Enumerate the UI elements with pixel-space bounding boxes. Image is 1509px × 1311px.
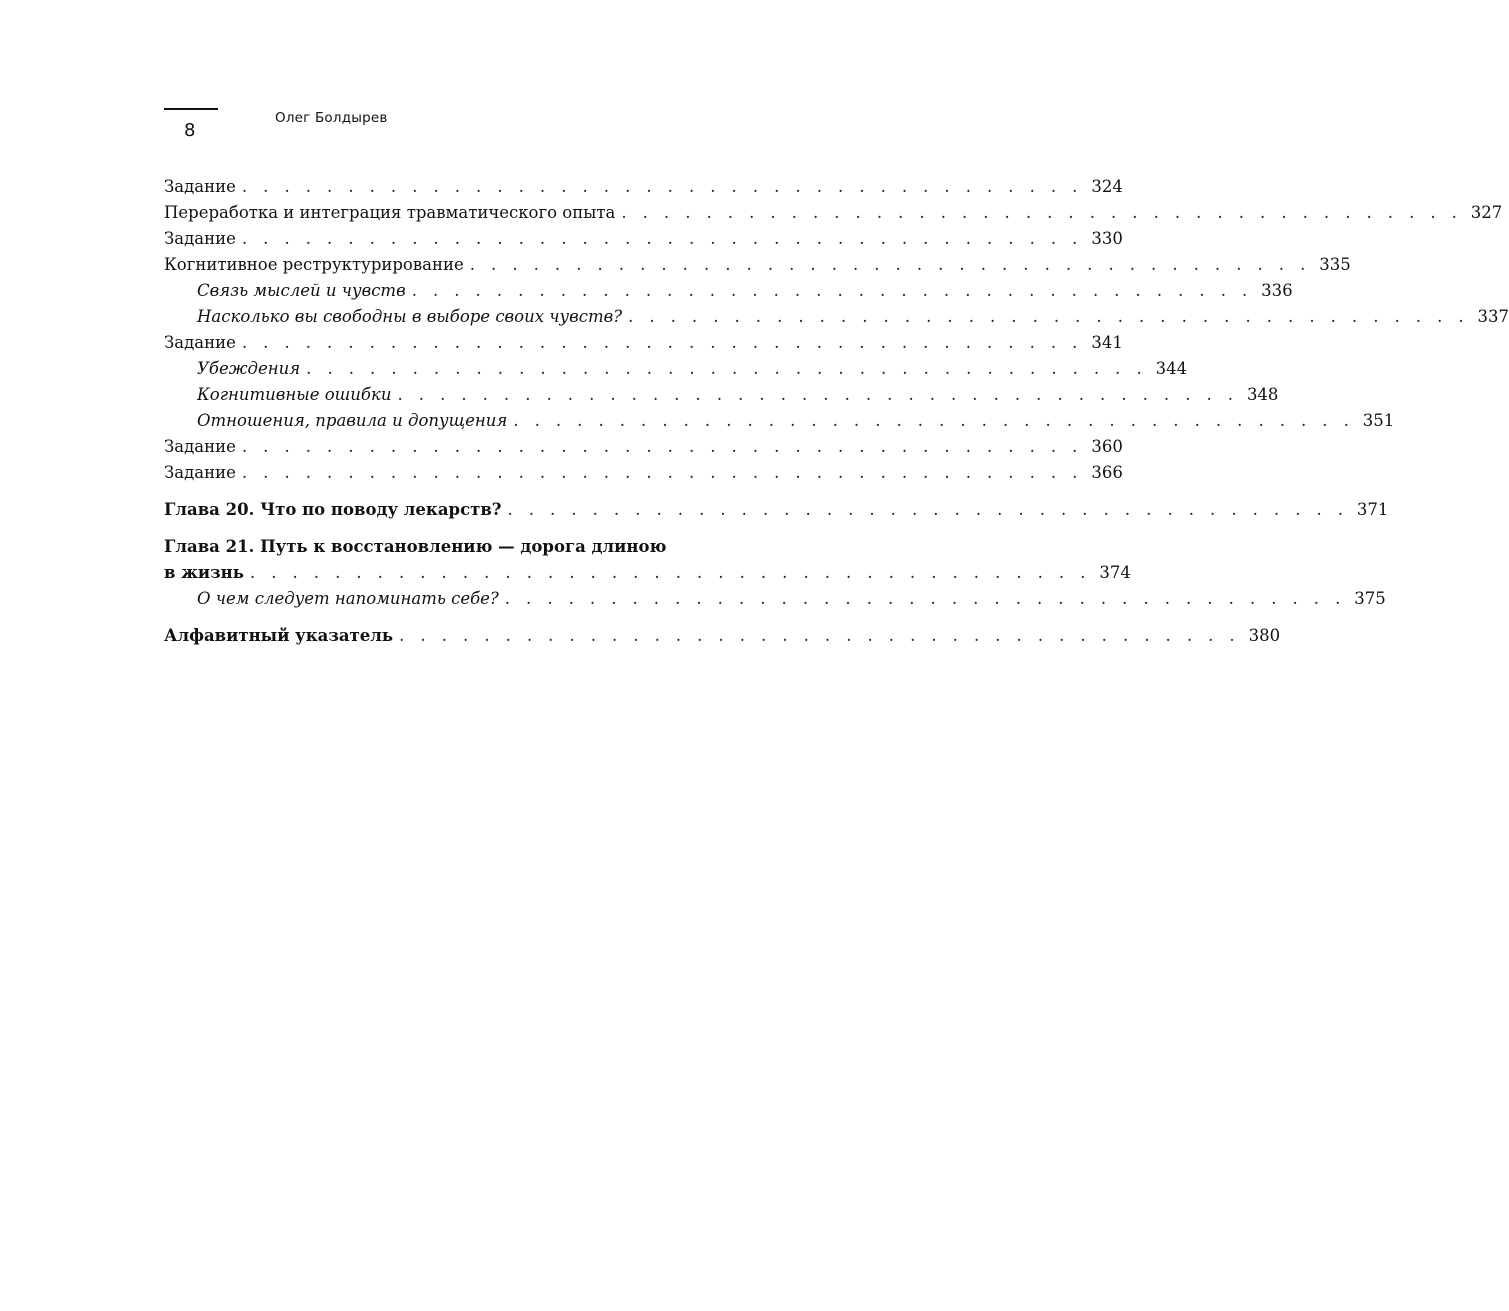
toc-entry-title: Отношения, правила и допущения: [197, 411, 508, 430]
index-page: 380: [1248, 626, 1281, 645]
toc-entry-title: Задание: [164, 229, 236, 248]
dot-leader: . . . . . . . . . . . . . . . . . . . . . . . . . . . . . . . . . . . . . . . .: [241, 177, 1083, 196]
toc-entry: [164, 226, 1123, 252]
toc-subentry: [164, 356, 1188, 382]
dot-leader: . . . . . . . . . . . . . . . . . . . . . . . . . . . . . . . . . . . . . . . .: [628, 307, 1470, 326]
dot-leader: . . . . . . . . . . . . . . . . . . . . . . . . . . . . . . . . . . . . . . . .: [504, 589, 1346, 608]
dot-leader: . . . . . . . . . . . . . . . . . . . . . . . . . . . . . . . . . . . . . . . .: [411, 281, 1253, 300]
toc-entry-title: Связь мыслей и чувств: [197, 281, 406, 300]
toc-index: [164, 623, 1281, 649]
table-of-contents: [164, 174, 1509, 649]
chapter-page: 374: [1099, 563, 1131, 582]
chapter-page: 371: [1356, 500, 1389, 519]
dot-leader: . . . . . . . . . . . . . . . . . . . . . . . . . . . . . . . . . . . . . . . .: [241, 437, 1083, 456]
dot-leader: . . . . . . . . . . . . . . . . . . . . . . . . . . . . . . . . . . . . . . . .: [241, 463, 1083, 482]
toc-entry-page: 375: [1354, 589, 1386, 608]
toc-entry: [164, 330, 1123, 356]
toc-entry-page: 327: [1470, 203, 1503, 222]
page-header: [164, 108, 764, 148]
toc-entry-page: 366: [1091, 463, 1123, 482]
toc-subentry: [164, 304, 1509, 330]
dot-leader: . . . . . . . . . . . . . . . . . . . . . . . . . . . . . . . . . . . . . . . .: [621, 203, 1463, 222]
chapter-title-line2: в жизнь: [164, 563, 244, 582]
toc-entry-title: Задание: [164, 437, 236, 456]
toc-entry-page: 324: [1091, 177, 1123, 196]
header-rule: [164, 108, 218, 110]
toc-entry-title: Переработка и интеграция травматического опыта: [164, 203, 616, 222]
toc-subentry: [164, 382, 1279, 408]
page-number: 8: [184, 120, 196, 141]
toc-entry: [164, 460, 1123, 486]
toc-entry-title: О чем следует напоминать себе?: [197, 589, 499, 608]
toc-entry-page: 344: [1155, 359, 1188, 378]
running-head-author: Олег Болдырев: [275, 110, 388, 126]
toc-entry-title: Насколько вы свободны в выборе своих чувств?: [197, 307, 623, 326]
toc-subentry: [164, 278, 1293, 304]
index-title: Алфавитный указатель: [164, 626, 394, 645]
toc-entry-page: 341: [1091, 333, 1123, 352]
toc-subentry: [164, 408, 1395, 434]
toc-entry-page: 351: [1362, 411, 1395, 430]
toc-entry: [164, 174, 1123, 200]
dot-leader: . . . . . . . . . . . . . . . . . . . . . . . . . . . . . . . . . . . . . . . .: [306, 359, 1148, 378]
toc-chapter-21: [164, 534, 1131, 586]
toc-entry: [164, 252, 1351, 278]
chapter-title-line1: Глава 21. Путь к восстановлению — дорога длиною: [164, 537, 667, 556]
chapter-title: Глава 20. Что по поводу лекарств?: [164, 500, 502, 519]
toc-entry-title: Задание: [164, 333, 236, 352]
dot-leader: . . . . . . . . . . . . . . . . . . . . . . . . . . . . . . . . . . . . . . . .: [241, 333, 1083, 352]
toc-entry-title: Когнитивные ошибки: [197, 385, 392, 404]
dot-leader: . . . . . . . . . . . . . . . . . . . . . . . . . . . . . . . . . . . . . . . .: [397, 385, 1239, 404]
toc-entry-page: 348: [1246, 385, 1279, 404]
dot-leader: . . . . . . . . . . . . . . . . . . . . . . . . . . . . . . . . . . . . . . . .: [507, 500, 1349, 519]
toc-chapter-20: [164, 497, 1389, 523]
toc-entry-page: 336: [1261, 281, 1293, 300]
dot-leader: . . . . . . . . . . . . . . . . . . . . . . . . . . . . . . . . . . . . . . . .: [469, 255, 1311, 274]
toc-entry-page: 360: [1091, 437, 1123, 456]
toc-subentry: [164, 586, 1386, 612]
toc-entry-title: Задание: [164, 463, 236, 482]
toc-entry-page: 337: [1477, 307, 1509, 326]
toc-entry-page: 330: [1091, 229, 1123, 248]
toc-entry: [164, 434, 1123, 460]
toc-entry-title: Убеждения: [197, 359, 301, 378]
dot-leader: . . . . . . . . . . . . . . . . . . . . . . . . . . . . . . . . . . . . . . . .: [513, 411, 1355, 430]
toc-entry-page: 335: [1319, 255, 1351, 274]
chapter-title-continuation: [164, 560, 1131, 586]
toc-entry-title: Когнитивное реструктурирование: [164, 255, 464, 274]
dot-leader: . . . . . . . . . . . . . . . . . . . . . . . . . . . . . . . . . . . . . . . .: [241, 229, 1083, 248]
dot-leader: . . . . . . . . . . . . . . . . . . . . . . . . . . . . . . . . . . . . . . . .: [249, 563, 1091, 582]
dot-leader: . . . . . . . . . . . . . . . . . . . . . . . . . . . . . . . . . . . . . . . .: [399, 626, 1241, 645]
toc-entry-title: Задание: [164, 177, 236, 196]
toc-entry: [164, 200, 1503, 226]
